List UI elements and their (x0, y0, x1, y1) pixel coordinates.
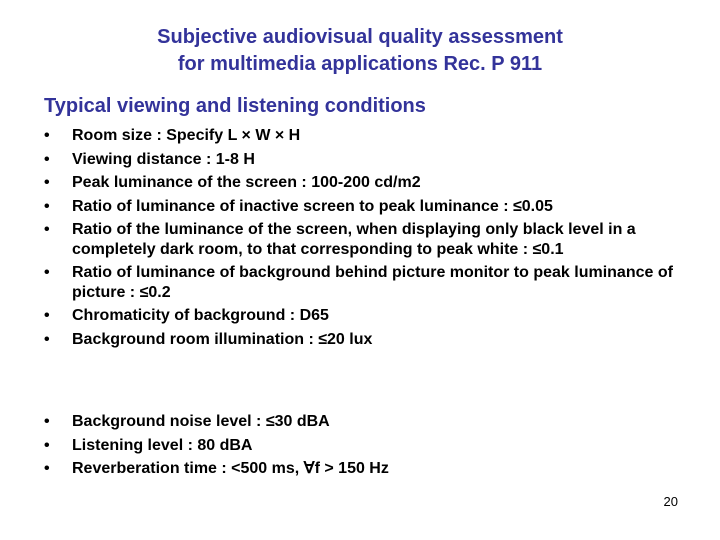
list-item-black-level-ratio: • Ratio of the luminance of the screen, when displaying only black level in a completely dark room, to that corresponding to peak white : ≤0.1 (44, 220, 694, 259)
list-item-room-size: • Room size : Specify L × W × H (44, 126, 694, 146)
section-heading: Typical viewing and listening conditions (44, 95, 426, 117)
listening-conditions-list (44, 412, 694, 483)
slide-title-line-2: for multimedia applications Rec. P 911 (177, 53, 543, 75)
list-item-peak-luminance: • Peak luminance of the screen : 100-200 cd/m2 (44, 173, 694, 193)
viewing-conditions-list (44, 126, 694, 353)
list-item-listening-level: • Listening level : 80 dBA (44, 436, 694, 456)
list-item-reverberation-time: • Reverberation time : <500 ms, ∀f > 150 Hz (44, 459, 694, 479)
slide-title (0, 24, 720, 78)
page-number: 20 (663, 494, 678, 509)
list-item-viewing-distance: • Viewing distance : 1-8 H (44, 150, 694, 170)
list-item-background-noise: • Background noise level : ≤30 dBA (44, 412, 694, 432)
slide-title-line-1: Subjective audiovisual quality assessment (157, 26, 563, 48)
list-item-background-luminance-ratio: • Ratio of luminance of background behind picture monitor to peak luminance of picture : ≤0.2 (44, 263, 694, 302)
list-item-room-illumination: • Background room illumination : ≤20 lux (44, 330, 694, 350)
list-item-chromaticity: • Chromaticity of background : D65 (44, 306, 694, 326)
list-item-inactive-screen-ratio: • Ratio of luminance of inactive screen to peak luminance : ≤0.05 (44, 197, 694, 217)
